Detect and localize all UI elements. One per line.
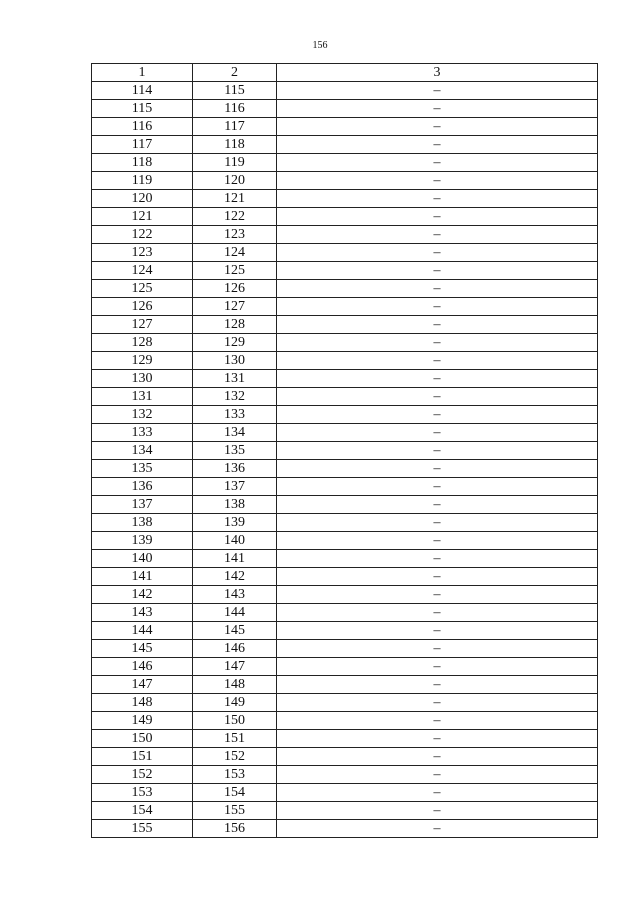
table-cell-col-1: 116 — [92, 118, 193, 136]
table-row — [92, 100, 598, 118]
table-row — [92, 496, 598, 514]
table-cell-col-2: 146 — [193, 640, 277, 658]
table-cell-col-2: 140 — [193, 532, 277, 550]
table-cell-col-3: – — [277, 802, 598, 820]
table-cell-col-2: 126 — [193, 280, 277, 298]
table-cell-col-2: 142 — [193, 568, 277, 586]
table-row — [92, 226, 598, 244]
table-cell-col-2: 116 — [193, 100, 277, 118]
table-cell-col-1: 135 — [92, 460, 193, 478]
table-cell-col-2: 155 — [193, 802, 277, 820]
table-row — [92, 154, 598, 172]
table-cell-col-3: – — [277, 136, 598, 154]
table-cell-col-2: 118 — [193, 136, 277, 154]
table-cell-col-3: – — [277, 748, 598, 766]
table-cell-col-1: 153 — [92, 784, 193, 802]
table-cell-col-1: 141 — [92, 568, 193, 586]
table-cell-col-2: 132 — [193, 388, 277, 406]
table-row — [92, 694, 598, 712]
table-cell-col-1: 126 — [92, 298, 193, 316]
table-cell-col-1: 124 — [92, 262, 193, 280]
table-cell-col-2: 115 — [193, 82, 277, 100]
table-cell-col-2: 127 — [193, 298, 277, 316]
table-row — [92, 514, 598, 532]
table-cell-col-2: 123 — [193, 226, 277, 244]
table-cell-col-1: 119 — [92, 172, 193, 190]
table-cell-col-1: 133 — [92, 424, 193, 442]
table-cell-col-2: 144 — [193, 604, 277, 622]
table-header-row — [92, 64, 598, 82]
table-cell-col-2: 154 — [193, 784, 277, 802]
table-row — [92, 136, 598, 154]
table-cell-col-3: – — [277, 496, 598, 514]
table-cell-col-1: 121 — [92, 208, 193, 226]
table-cell-col-2: 152 — [193, 748, 277, 766]
table-row — [92, 784, 598, 802]
table-cell-col-3: – — [277, 604, 598, 622]
table-row — [92, 730, 598, 748]
table-cell-col-1: 150 — [92, 730, 193, 748]
table-row — [92, 766, 598, 784]
table-cell-col-1: 123 — [92, 244, 193, 262]
table-row — [92, 586, 598, 604]
table-cell-col-1: 118 — [92, 154, 193, 172]
table-row — [92, 298, 598, 316]
column-header-2: 2 — [193, 64, 277, 82]
table-row — [92, 478, 598, 496]
table-cell-col-3: – — [277, 820, 598, 838]
table-cell-col-3: – — [277, 280, 598, 298]
table-cell-col-3: – — [277, 532, 598, 550]
table-cell-col-2: 117 — [193, 118, 277, 136]
table-cell-col-2: 145 — [193, 622, 277, 640]
table-cell-col-1: 131 — [92, 388, 193, 406]
table-cell-col-3: – — [277, 334, 598, 352]
table-cell-col-2: 133 — [193, 406, 277, 424]
table-cell-col-3: – — [277, 586, 598, 604]
table-row — [92, 352, 598, 370]
table-cell-col-1: 134 — [92, 442, 193, 460]
table-cell-col-2: 124 — [193, 244, 277, 262]
table-cell-col-1: 128 — [92, 334, 193, 352]
table-cell-col-2: 134 — [193, 424, 277, 442]
table-cell-col-3: – — [277, 154, 598, 172]
table-cell-col-3: – — [277, 676, 598, 694]
page-number: 156 — [312, 40, 328, 51]
table-cell-col-2: 147 — [193, 658, 277, 676]
table-cell-col-3: – — [277, 208, 598, 226]
table-cell-col-1: 142 — [92, 586, 193, 604]
table-cell-col-2: 153 — [193, 766, 277, 784]
table-cell-col-3: – — [277, 478, 598, 496]
table-row — [92, 244, 598, 262]
table-cell-col-3: – — [277, 550, 598, 568]
table-cell-col-3: – — [277, 244, 598, 262]
table-cell-col-2: 151 — [193, 730, 277, 748]
table-cell-col-1: 152 — [92, 766, 193, 784]
table-cell-col-2: 136 — [193, 460, 277, 478]
table-cell-col-2: 139 — [193, 514, 277, 532]
table-cell-col-2: 131 — [193, 370, 277, 388]
table-row — [92, 118, 598, 136]
table-cell-col-3: – — [277, 352, 598, 370]
table-cell-col-1: 115 — [92, 100, 193, 118]
table-row — [92, 262, 598, 280]
table-row — [92, 388, 598, 406]
table-cell-col-1: 137 — [92, 496, 193, 514]
table-cell-col-2: 125 — [193, 262, 277, 280]
table-cell-col-1: 155 — [92, 820, 193, 838]
table-row — [92, 550, 598, 568]
table-cell-col-3: – — [277, 640, 598, 658]
column-header-1: 1 — [92, 64, 193, 82]
table-cell-col-1: 138 — [92, 514, 193, 532]
table-cell-col-2: 138 — [193, 496, 277, 514]
table-cell-col-3: – — [277, 172, 598, 190]
table-cell-col-2: 149 — [193, 694, 277, 712]
table-cell-col-1: 149 — [92, 712, 193, 730]
table-cell-col-1: 145 — [92, 640, 193, 658]
table-row — [92, 622, 598, 640]
table-cell-col-2: 148 — [193, 676, 277, 694]
table-cell-col-3: – — [277, 226, 598, 244]
table-cell-col-1: 139 — [92, 532, 193, 550]
table-cell-col-2: 137 — [193, 478, 277, 496]
table-cell-col-2: 120 — [193, 172, 277, 190]
table-cell-col-3: – — [277, 622, 598, 640]
table-row — [92, 604, 598, 622]
table-row — [92, 208, 598, 226]
table-cell-col-1: 140 — [92, 550, 193, 568]
table-cell-col-3: – — [277, 82, 598, 100]
table-row — [92, 424, 598, 442]
table-row — [92, 406, 598, 424]
table-row — [92, 712, 598, 730]
table-cell-col-1: 129 — [92, 352, 193, 370]
table-cell-col-3: – — [277, 568, 598, 586]
table-cell-col-3: – — [277, 298, 598, 316]
table-row — [92, 676, 598, 694]
table-row — [92, 748, 598, 766]
table-cell-col-3: – — [277, 388, 598, 406]
table-cell-col-3: – — [277, 424, 598, 442]
table-cell-col-1: 114 — [92, 82, 193, 100]
table-cell-col-3: – — [277, 730, 598, 748]
table-cell-col-2: 156 — [193, 820, 277, 838]
table-row — [92, 190, 598, 208]
table-cell-col-3: – — [277, 514, 598, 532]
column-header-3: 3 — [277, 64, 598, 82]
table-cell-col-2: 130 — [193, 352, 277, 370]
table-row — [92, 802, 598, 820]
table-body — [92, 82, 598, 838]
table-cell-col-3: – — [277, 694, 598, 712]
table-row — [92, 640, 598, 658]
table-row — [92, 532, 598, 550]
table-cell-col-3: – — [277, 118, 598, 136]
table-cell-col-3: – — [277, 316, 598, 334]
table-cell-col-3: – — [277, 100, 598, 118]
table-cell-col-1: 136 — [92, 478, 193, 496]
table-cell-col-1: 151 — [92, 748, 193, 766]
table-row — [92, 370, 598, 388]
table-cell-col-2: 143 — [193, 586, 277, 604]
table-cell-col-2: 129 — [193, 334, 277, 352]
table-cell-col-1: 130 — [92, 370, 193, 388]
table-cell-col-1: 127 — [92, 316, 193, 334]
table-cell-col-2: 141 — [193, 550, 277, 568]
table-row — [92, 82, 598, 100]
table-cell-col-1: 120 — [92, 190, 193, 208]
table-cell-col-3: – — [277, 658, 598, 676]
table-cell-col-2: 135 — [193, 442, 277, 460]
table-row — [92, 442, 598, 460]
table-cell-col-3: – — [277, 190, 598, 208]
table-row — [92, 334, 598, 352]
table-cell-col-1: 146 — [92, 658, 193, 676]
table-cell-col-3: – — [277, 712, 598, 730]
table-cell-col-1: 117 — [92, 136, 193, 154]
table-cell-col-3: – — [277, 442, 598, 460]
table-row — [92, 280, 598, 298]
table-cell-col-2: 128 — [193, 316, 277, 334]
table-row — [92, 568, 598, 586]
table-cell-col-3: – — [277, 766, 598, 784]
table-row — [92, 460, 598, 478]
table-cell-col-1: 147 — [92, 676, 193, 694]
table-cell-col-2: 119 — [193, 154, 277, 172]
table-cell-col-3: – — [277, 262, 598, 280]
table-header — [92, 64, 598, 82]
table-row — [92, 658, 598, 676]
table-cell-col-3: – — [277, 406, 598, 424]
table-row — [92, 820, 598, 838]
table-cell-col-1: 144 — [92, 622, 193, 640]
table-row — [92, 172, 598, 190]
table-cell-col-1: 122 — [92, 226, 193, 244]
table-cell-col-3: – — [277, 460, 598, 478]
table-cell-col-2: 122 — [193, 208, 277, 226]
table-cell-col-1: 148 — [92, 694, 193, 712]
table-cell-col-3: – — [277, 370, 598, 388]
table-cell-col-2: 150 — [193, 712, 277, 730]
data-table — [91, 63, 598, 838]
table-cell-col-1: 143 — [92, 604, 193, 622]
table-cell-col-3: – — [277, 784, 598, 802]
table-row — [92, 316, 598, 334]
table-cell-col-2: 121 — [193, 190, 277, 208]
table-cell-col-1: 154 — [92, 802, 193, 820]
table-cell-col-1: 132 — [92, 406, 193, 424]
table-cell-col-1: 125 — [92, 280, 193, 298]
